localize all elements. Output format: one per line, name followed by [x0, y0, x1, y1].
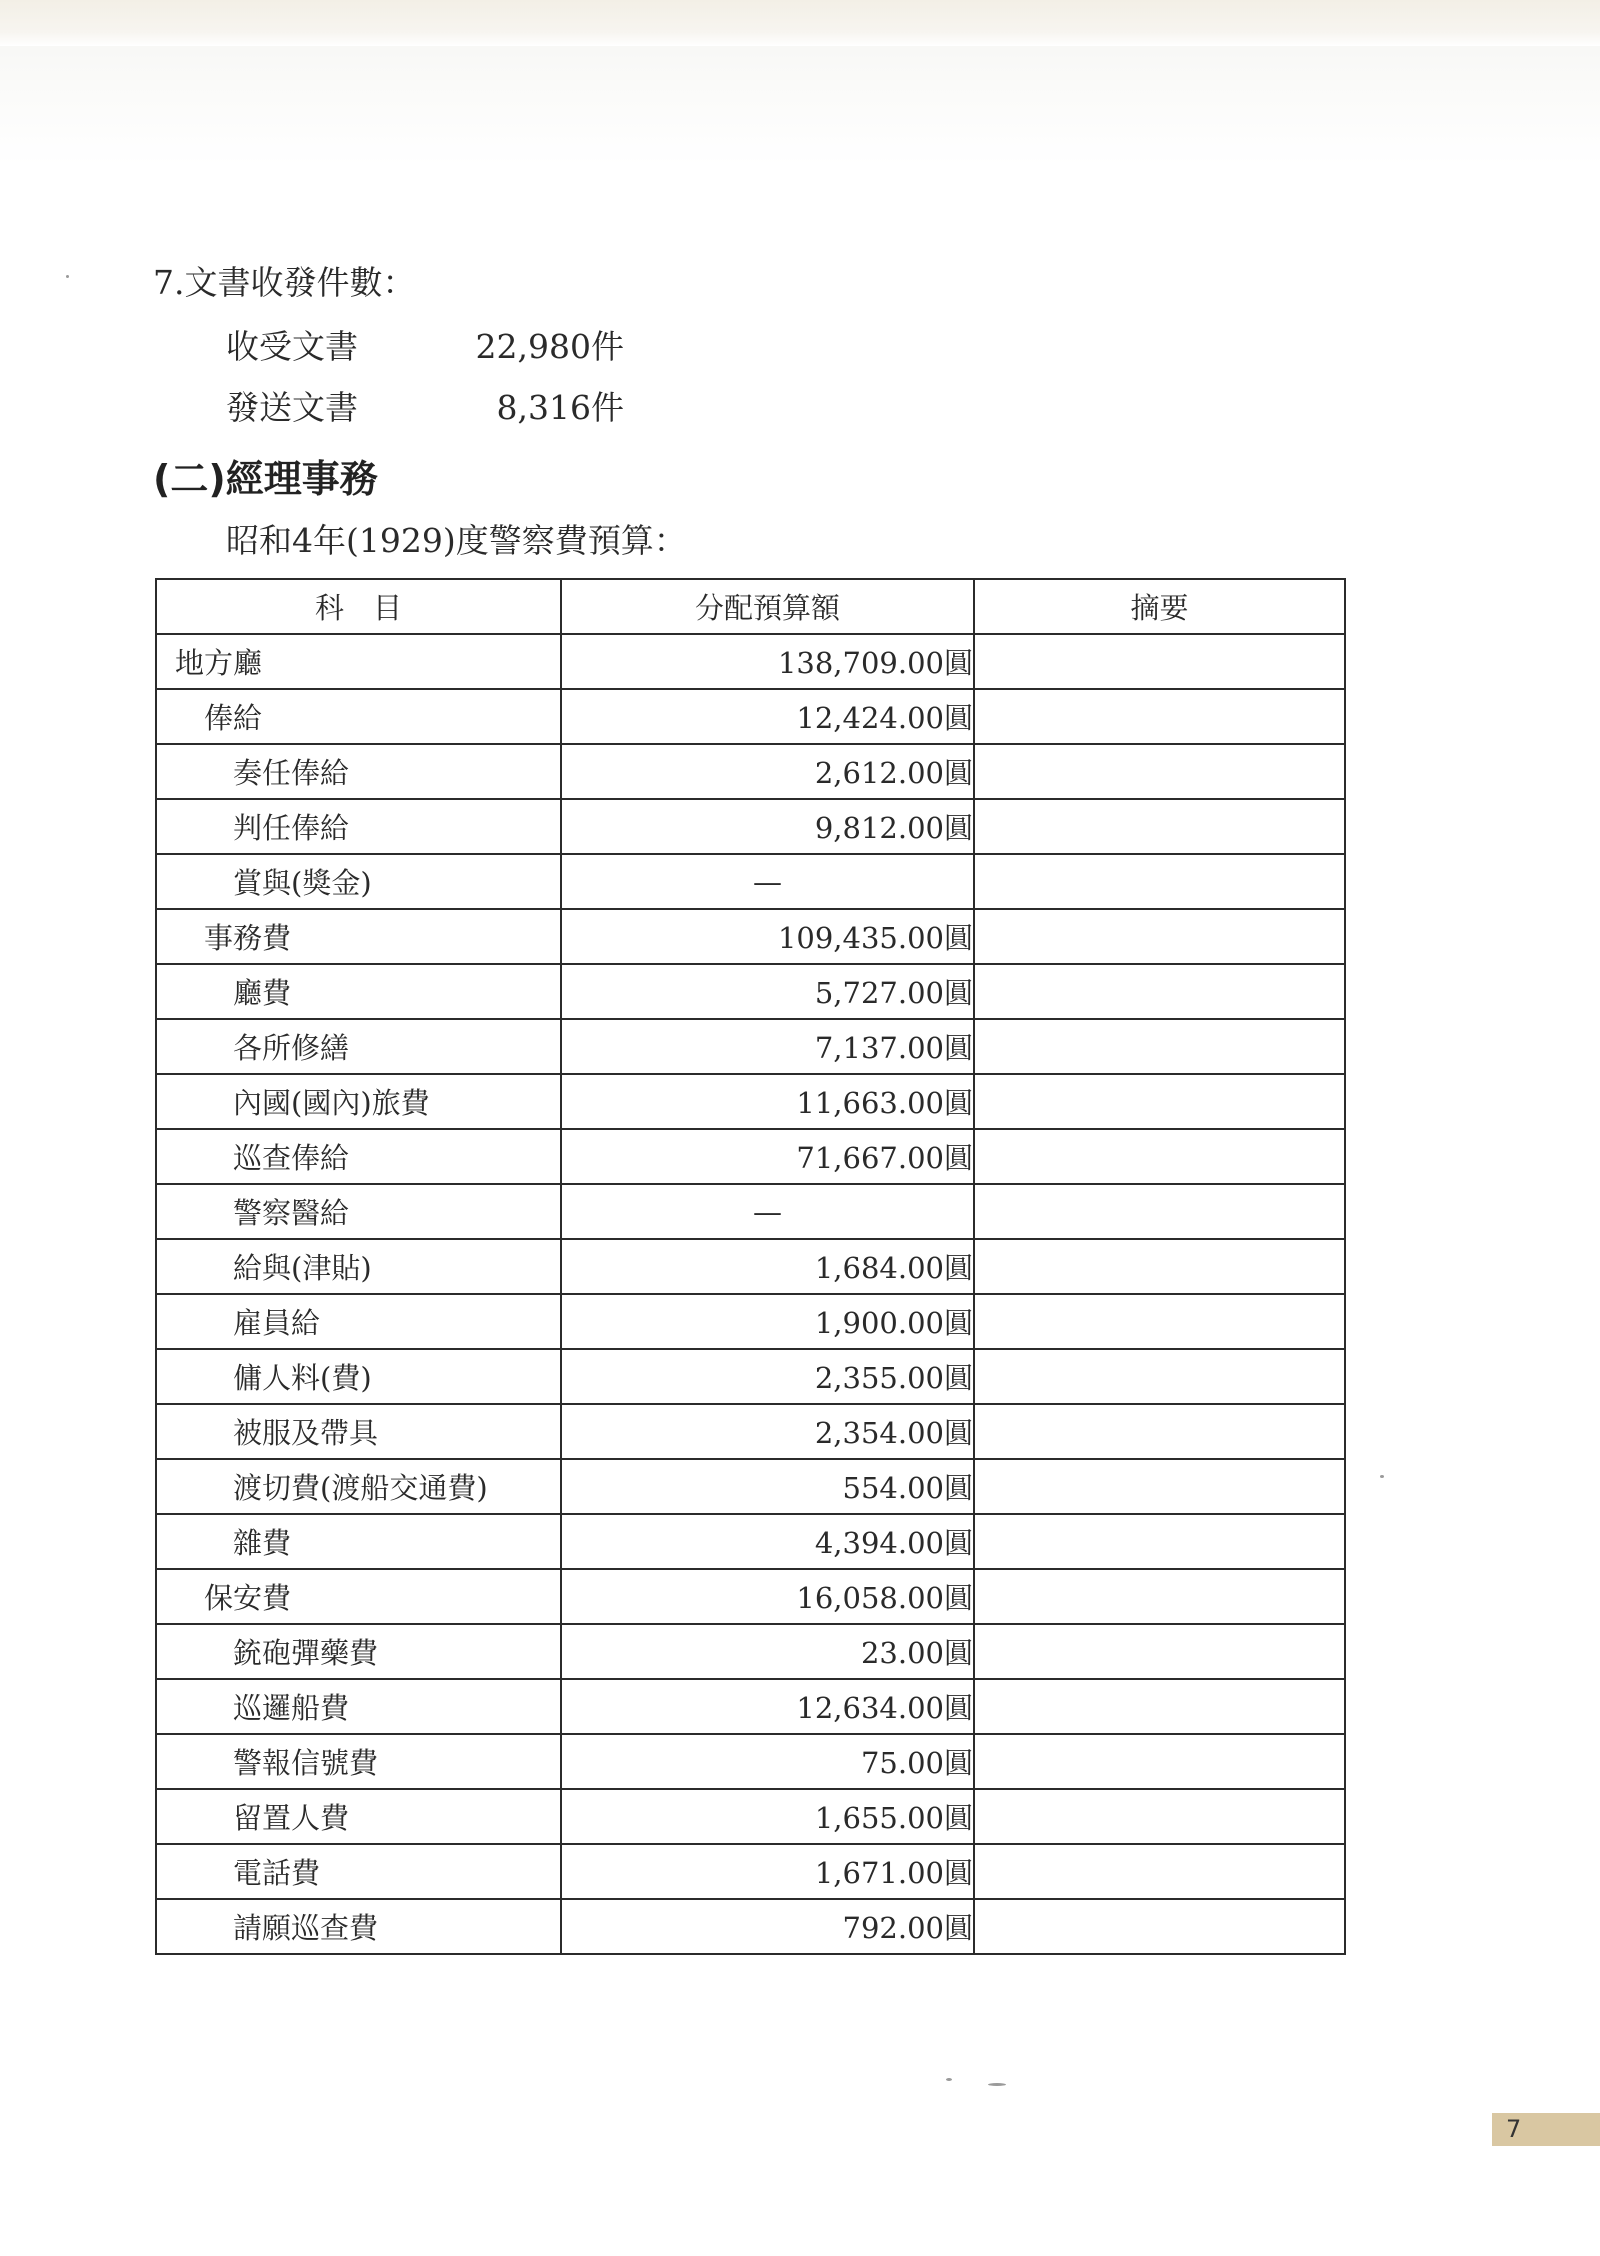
row-amount: 109,435.00圓 [561, 909, 974, 964]
scan-speck [66, 275, 69, 278]
row-name: 判任俸給 [156, 799, 561, 854]
stat-label-received: 收受文書 [226, 327, 358, 366]
row-note [974, 1404, 1345, 1459]
scan-shadow [0, 46, 1600, 166]
row-amount: 4,394.00圓 [561, 1514, 974, 1569]
row-note [974, 1239, 1345, 1294]
scan-top-band [0, 0, 1600, 46]
row-amount: 7,137.00圓 [561, 1019, 974, 1074]
row-name: 警報信號費 [156, 1734, 561, 1789]
row-note [974, 854, 1345, 909]
row-name: 雜費 [156, 1514, 561, 1569]
stat-value-sent: 8,316件 [496, 388, 624, 427]
row-amount: 792.00圓 [561, 1899, 974, 1954]
row-note [974, 1349, 1345, 1404]
row-name: 傭人料(費) [156, 1349, 561, 1404]
row-amount: 2,612.00圓 [561, 744, 974, 799]
table-row [156, 1349, 1345, 1404]
row-amount: 9,812.00圓 [561, 799, 974, 854]
row-amount: 1,655.00圓 [561, 1789, 974, 1844]
row-note [974, 1019, 1345, 1074]
table-row [156, 1459, 1345, 1514]
table-row [156, 1019, 1345, 1074]
row-name: 銃砲彈藥費 [156, 1624, 561, 1679]
scan-speck [1380, 1475, 1384, 1478]
row-note [974, 1734, 1345, 1789]
row-note [974, 1184, 1345, 1239]
row-note [974, 1789, 1345, 1844]
table-row [156, 634, 1345, 689]
table-row [156, 1129, 1345, 1184]
row-note [974, 799, 1345, 854]
table-row [156, 1184, 1345, 1239]
table-header-row [156, 579, 1345, 634]
page-number: 7 [1492, 2113, 1600, 2146]
scan-speck [946, 2078, 952, 2081]
row-note [974, 1459, 1345, 1514]
row-name: 警察醫給 [156, 1184, 561, 1239]
row-note [974, 1679, 1345, 1734]
table-row [156, 1294, 1345, 1349]
table-row [156, 1899, 1345, 1954]
table-row [156, 964, 1345, 1019]
row-note [974, 964, 1345, 1019]
row-name: 賞與(獎金) [156, 854, 561, 909]
section7-title: 7.文書收發件數： [153, 263, 416, 302]
header-note: 摘要 [974, 579, 1345, 634]
row-amount: 23.00圓 [561, 1624, 974, 1679]
row-note [974, 1899, 1345, 1954]
row-name: 渡切費(渡船交通費) [156, 1459, 561, 1514]
table-row [156, 689, 1345, 744]
row-amount: 75.00圓 [561, 1734, 974, 1789]
row-note [974, 909, 1345, 964]
row-name: 被服及帶具 [156, 1404, 561, 1459]
row-note [974, 689, 1345, 744]
row-name: 巡邏船費 [156, 1679, 561, 1734]
row-name: 留置人費 [156, 1789, 561, 1844]
row-amount: 2,354.00圓 [561, 1404, 974, 1459]
row-amount: 2,355.00圓 [561, 1349, 974, 1404]
row-name: 保安費 [156, 1569, 561, 1624]
row-name: 雇員給 [156, 1294, 561, 1349]
row-amount: 1,671.00圓 [561, 1844, 974, 1899]
row-amount: 554.00圓 [561, 1459, 974, 1514]
table-row [156, 1844, 1345, 1899]
row-amount: 1,684.00圓 [561, 1239, 974, 1294]
header-amount: 分配預算額 [561, 579, 974, 634]
row-amount: 12,634.00圓 [561, 1679, 974, 1734]
row-amount: 138,709.00圓 [561, 634, 974, 689]
stat-value-received: 22,980件 [475, 327, 624, 366]
table-row [156, 1239, 1345, 1294]
row-note [974, 1129, 1345, 1184]
table-row [156, 1624, 1345, 1679]
table-row [156, 909, 1345, 964]
table-row [156, 1569, 1345, 1624]
row-note [974, 1294, 1345, 1349]
table-row [156, 744, 1345, 799]
row-note [974, 1569, 1345, 1624]
row-amount: 1,900.00圓 [561, 1294, 974, 1349]
row-note [974, 1074, 1345, 1129]
section-heading: (二)經理事務 [153, 457, 378, 501]
row-amount: — [561, 854, 974, 909]
row-name: 奏任俸給 [156, 744, 561, 799]
row-name: 內國(國內)旅費 [156, 1074, 561, 1129]
table-row [156, 1734, 1345, 1789]
row-name: 廳費 [156, 964, 561, 1019]
row-amount: 5,727.00圓 [561, 964, 974, 1019]
budget-table [155, 578, 1346, 1955]
row-note [974, 1844, 1345, 1899]
header-item: 科 目 [156, 579, 561, 634]
row-name: 事務費 [156, 909, 561, 964]
row-name: 地方廳 [156, 634, 561, 689]
row-amount: 12,424.00圓 [561, 689, 974, 744]
row-amount: — [561, 1184, 974, 1239]
table-row [156, 1074, 1345, 1129]
row-name: 俸給 [156, 689, 561, 744]
row-note [974, 634, 1345, 689]
table-row [156, 1514, 1345, 1569]
scan-speck [988, 2083, 1006, 2086]
row-name: 電話費 [156, 1844, 561, 1899]
row-name: 給與(津貼) [156, 1239, 561, 1294]
row-name: 各所修繕 [156, 1019, 561, 1074]
row-note [974, 744, 1345, 799]
budget-title: 昭和4年(1929)度警察費預算： [226, 521, 687, 560]
row-amount: 16,058.00圓 [561, 1569, 974, 1624]
row-name: 巡查俸給 [156, 1129, 561, 1184]
stat-label-sent: 發送文書 [226, 388, 358, 427]
table-row [156, 1404, 1345, 1459]
row-amount: 71,667.00圓 [561, 1129, 974, 1184]
row-note [974, 1514, 1345, 1569]
row-name: 請願巡查費 [156, 1899, 561, 1954]
table-row [156, 799, 1345, 854]
table-row [156, 1679, 1345, 1734]
table-row [156, 1789, 1345, 1844]
table-row [156, 854, 1345, 909]
row-amount: 11,663.00圓 [561, 1074, 974, 1129]
row-note [974, 1624, 1345, 1679]
